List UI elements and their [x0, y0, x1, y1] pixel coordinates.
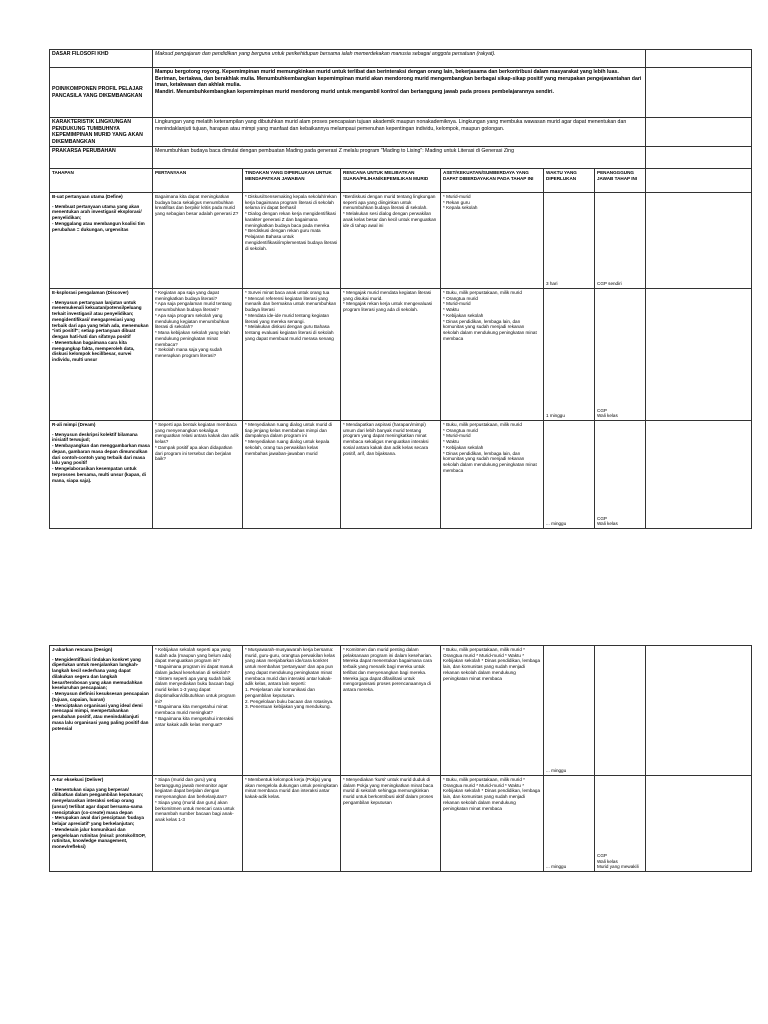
cell-tindakan: * Menyediakan ruang dialog untuk murid di tiap jenjang kelas membahas mimpi dan dampaknya dalam program ini * Menyediakan ruang dialog untuk kepala sekolah, orang tua perwakilan kelas membahas jawaban-jawaban murid — [243, 421, 341, 529]
cell-aset: * Buku, milik perpustakaan, milik murid * Orangtua murid * Murid-murid * Waktu * Kebijakan sekolah * Dinas pendidikan, lembaga lain, dan komunitas yang sudah menjadi rekanan sekolah dalam mendukung peningkatan minat membaca — [441, 421, 544, 529]
stage-title: J-abarkan rencana (Design) — [52, 647, 113, 652]
cell-waktu: 3 hari — [544, 193, 595, 289]
cell-rencana: * Mengajak murid mendata kegiatan literasi yang disukai murid. * Mengajak rekan kerja untuk mengevaluasi program literasi yang ada di sekolah. — [341, 289, 441, 421]
profil-text: Mampu bergotong royong. Kepemimpinan murid memungkinkan murid untuk terlibat dan berinteraksi dengan orang lain, bekerjasama dan berkontribusi dalam masyarakat yang lebih luas. Beriman, bertakwa, dan berakhlak mulia. Menumbuhkembangkan kepemimpinan murid akan mendorong murid mengembangkan berbagai sikap-sikap positif yang merupakan pengejawantahan dari iman, ketakwaan dan akhlak mulia. Mandiri. Menumbuhkembangkan kepemimpinan murid mendorong murid untuk mengambil kontrol dan bertanggung jawab pada proses pembelajarannya sendiri. — [153, 68, 646, 118]
cell-tindakan: * Membentuk kelompok kerja (Pokja) yang akan mengelola dukungan untuk peningkatan minat membaca murid dan interaksi antar kakak-adik kelas. — [243, 776, 341, 872]
cell-pertanyaan: * Siapa (murid dan guru) yang bertanggung jawab memonitor agar kegiatan dapat berjalan dengan menyenangkan dan berkelanjutan? * Siapa yang (murid dan guru) akan berkomitmen untuk mencari cara untuk menambah sumber bacaan bagi anak-anak kelas 1-3 — [153, 776, 243, 872]
stage-title: R-ali mimpi (Dream) — [52, 422, 96, 427]
prakarsa-text: Menumbuhkan budaya baca dimulai dengan pembuatan Mading pada generasi Z melalu program "Mading to Lising": Mading untuk Literasi di Generasi Zing — [153, 147, 646, 169]
stage-description: - Membuat pertanyaan utama yang akan menentukan arah investigasi/ eksplorasi/ penyelidikan; - Menggalang atau membangun koalisi tim perubahan = dukungan, urgensitas — [52, 203, 145, 232]
stage-description: - Menentukan siapa yang berperan/ dilibatkan dalam pengambilan keputusan; menyelaraskan interaksi setiap orang (unsur) terlibat agar dapat bersama-sama menciptakan (co-create) masa depan - Merupakan awal dari penciptaan 'budaya belajar apresiatif' yang berkelanjutan; - Mendesain jalur komunikasi dan pengelolaan rutinitas (misal: protokol/SOP, rutinitas, knowledge management, monev/refleksi) — [52, 786, 146, 850]
cell-tindakan: * Survei minat baca anak untuk orang tua * Mencari referensi kegiatan literasi yang menarik dan bermakna untuk menumbuhkan budaya literasi * Mendata ide-ide murid tentang kegiatan literasi yang mereka senangi. * Melakukan diskusi dengan guru Bahasa tentang evaluasi kegiatan literasi di sekolah yang dapat membuat murid merasa senang — [243, 289, 341, 421]
table-row — [50, 776, 752, 872]
header-waktu: WAKTU YANG DIPERLUKAN — [544, 169, 595, 193]
stage-description: - Menyusun deskripsi kolektif bilamana inisiatif terwujud; - Membayangkan dan menggambarkan masa depan, gambaran masa depan dimunculkan dari contoh-contoh yang terbaik dari masa lalu yang positif - Mengelaborasikan kesempatan untuk terprosses bersama, multi unsur (kapan, di mana, siapa saja). — [52, 431, 150, 483]
cell-penanggung: CGP Wali kelas — [595, 421, 646, 529]
cell-aset: * Murid-murid * Rekan guru * Kepala sekolah — [441, 193, 544, 289]
header-tindakan: TINDAKAN YANG DIPERLUKAN UNTUK MENDAPATKAN JAWABAN — [243, 169, 341, 193]
cell-rencana: * Mendapatkan aspirasi (harapan/mimpi) umum dari lebih banyak murid tentang program yang dapat meningkatkan minat membaca sekaligus menguatkan interaksi sosial antara kakak dan adik kelas secara positif, arif, dan bijaksana. — [341, 421, 441, 529]
filosofi-text: Maksud pengajaran dan pendidikan yang berguna untuk perikehidupan bersama ialah memerdekakan manusia sebagai anggota persatuan (rakyat). — [153, 50, 646, 68]
table-row — [50, 193, 752, 289]
header-penanggung: PENANGGGUNG JAWAB TAHAP INI — [595, 169, 646, 193]
cell-waktu: ... minggu — [544, 776, 595, 872]
cell-rencana: *Berdiskusi dengan murid tentang lingkungan seperti apa yang diinginkan untuk menumbuhkan budaya literasi di sekolah. * Melakukan sesi dialog dengan perwakilan anak kelas besar dan kecil untuk menguatkan ide di tahap awal ini — [341, 193, 441, 289]
karakteristik-label: KARAKTERISTIK LINGKUNGAN PENDUKUNG TUMBUHNYA KEPEMIMPINAN MURID YANG AKAN DIKEMBANGKAN — [50, 118, 153, 147]
table-row — [50, 646, 752, 776]
cell-penanggung: CGP Wali kelas — [595, 289, 646, 421]
table-row — [50, 289, 752, 421]
header-rencana: RENCANA UNTUK MELIBATKAN SUARA/PILIHAN/KEPEMILIKAN MURID — [341, 169, 441, 193]
stage-description: - Menyusun pertanyaan lanjutan untuk menemukenali kekuatan/potensi/peluang terkait investigasi/ atau penyelidikan; mengidentifikasi/ mengapresiasi yang terbaik dari apa yang telah ada, menemukan "inti positif"; setiap pertanyaan dibuat dengan hati-hati dan sifatnya positif - Menentukan bagaimana cara kita mengungkap fakta, memperoleh data, diskusi kelompok kecil/besar, survei individu, multi unsur — [52, 299, 149, 363]
cell-rencana: * Komitmen dan murid penting dalam pelaksanaan program ini dalam keseharian. Mereka dapat menentukan bagaimana cara terbaik yang menarik bagi mereka untuk terlibat dan menyenangkan bagi mereka. Mereka juga dapat difasilitasi untuk mengorganisasi proses perencanaannya di antara mereka. — [341, 646, 441, 776]
cell-penanggung: CGP sendiri — [595, 193, 646, 289]
lower-table — [49, 645, 752, 872]
header-tahapan: TAHAPAN — [50, 169, 153, 193]
prakarsa-label: PRAKARSA PERUBAHAN — [50, 147, 153, 169]
cell-tindakan: * Musyawarah-musyawarah kerja bersama: murid, guru-guru, orangtua perwakilan kelas yang akan menjabarkan ide/cara konkret untuk membahas 'pertanyaan' dan apa pun yang dapat mendukung peningkatan minat membaca murid dan interaksi antar kakak-adik kelas, antara lain seperti: 1. Penjelasan alur komunikasi dan pengambilan keputusan. 2. Pengelolaan buku bacaan dan rotasinya. 3. Penentuan kebijakan yang mendukung. — [243, 646, 341, 776]
cell-pertanyaan: * Seperti apa bentuk kegiatan membaca yang menyenangkan sekaligus menguatkan relasi antara kakak dan adik kelas? * Dampak positif apa akan didapatkan dari program ini tersebut dan berjalan baik? — [153, 421, 243, 529]
profil-label: POIN/KOMPONEN PROFIL PELAJAR PANCASILA YANG DIKEMBANGKAN — [50, 68, 153, 118]
cell-aset: * Buku, milik perpustakaan, milik murid * Orangtua murid * Murid-murid * Waktu * Kebijakan sekolah * Dinas pendidikan, lembaga lain, dan komunitas yang sudah menjadi rekanan sekolah dalam mendukung peningkatan minat membaca — [441, 289, 544, 421]
stage-title: A-tur eksekusi (Deliver) — [52, 777, 104, 782]
cell-waktu: ... minggu — [544, 646, 595, 776]
cell-aset: * Buku, milik perpustakaan, milik murid * Orangtua murid * Murid-murid * Waktu * Kebijakan sekolah * Dinas pendidikan, lembaga lain, dan komunitas yang sudah menjadi rekanan sekolah dalam mendukung peningkatan minat membaca — [441, 646, 544, 776]
cell-aset: * Buku, milik perpustakaan, milik murid * Orangtua murid * Murid-murid * Waktu * Kebijakan sekolah * Dinas pendidikan, lembaga lain, dan komunitas yang sudah menjadi rekanan sekolah dalam mendukung peningkatan minat membaca — [441, 776, 544, 872]
header-pertanyaan: PERTANYAAN — [153, 169, 243, 193]
cell-pertanyaan: * Kebijakan sekolah seperti apa yang sudah ada (maupun yang belum ada) dapat menguatkan program ini? * Bagaimana program ini dapat masuk dalam jadwal keseharian di sekolah? * Sistem seperti apa yang sudah baik dalam menyediakan buku bacaan bagi murid kelas 1-3 yang dapat dioptimalkan/dibutuhkan untuk program ini? * Bagaimana kita mengetahui minat membaca murid meningkat? * Bagaimana kita mengetahui interaksi antar kakak adik kelas menguat? — [153, 646, 243, 776]
cell-penanggung — [595, 646, 646, 776]
cell-penanggung: CGP Wali kelas Murid yang mewakili — [595, 776, 646, 872]
cell-pertanyaan: * Kegiatan apa saja yang dapat meningkatkan budaya literasi? * Apa saja pengalaman murid tentang menumbuhkan budaya literasi? * Apa saja program sekolah yang mendukung kegiatan menumbuhkan literasi di sekolah? * Mana kebijakan sekolah yang telah mendukung peningkatan minat membaca? * Sekolah mana saja yang sudah menerapkan program literasi? — [153, 289, 243, 421]
cell-pertanyaan: Bagaimana kita dapat meningkatkan budaya baca sekaligus menumbuhkan kreatifitas dan berpikir kritis pada murid yang sebagian besar adalah generasi Z? — [153, 193, 243, 289]
cell-rencana: * Menyediakan 'kursi' untuk murid duduk di dalam Pokja yang meningkatkan minat baca murid di sekolah sehingga memungkinkan murid untuk berkontribusi aktif dalam proses pengambilan keputusan — [341, 776, 441, 872]
table-row — [50, 421, 752, 529]
filosofi-label: DASAR FILOSOFI KHD — [50, 50, 153, 68]
cell-tindakan: * Diskusi/Sensemaking kepala sekolah/rekan kerja bagaimana program literasi di sekolah selama ini dapat berhasil * Dialog dengan rekan kerja mengidentifikasi karakter generasi Z dan bagaimana meningkatkan budaya baca pada mereka * Berdiskusi dengan rekan guru mata Pelajaran Bahasa untuk mengidentifikasi/implementasi budaya literasi di sekolah. — [243, 193, 341, 289]
karakteristik-text: Lingkungan yang melatih keterampilan yang dibutuhkan murid alam proses pencapaian tujuan akademik maupun nonakademiknya. Lingkungan yang membuka wawasan murid agar dapat menentukan dan menindaklanjuti tujuan, harapan atau mimpi yang manfaat dan kebaikannya melampaui pemenuhan kepentingan individu, kelompok, maupun golongan. — [153, 118, 646, 147]
cell-waktu: 1 minggu — [544, 289, 595, 421]
cell-waktu: ... minggu — [544, 421, 595, 529]
stage-title: E-ksplorasi pengalaman (Discover) — [52, 290, 129, 295]
header-aset: ASET/KEKUATAN/SUMBERDAYA YANG DAPAT DIBERDAYAKAN PADA TAHAP INI — [441, 169, 544, 193]
stage-title: B-uat pertanyaan utama (Define) — [52, 194, 123, 199]
upper-table — [49, 49, 752, 529]
stage-description: - Mengidentifikasi tindakan konkret yang diperlukan untuk menjalankan langkah-langkah kecil sederhana yang dapat dilakukan segera dan langkah besar/terobosan yang akan memudahkan keseluruhan pencapaian; - Menyusun definisi kesuksesan pencapaian (tujuan, capaian, luaran) - Menciptakan organisasi yang ideal demi mencapai mimpi, mempertahankan perubahan positif, atau menindaklanjuti masa lalu organisasi yang paling positif dan potensial — [52, 656, 149, 731]
